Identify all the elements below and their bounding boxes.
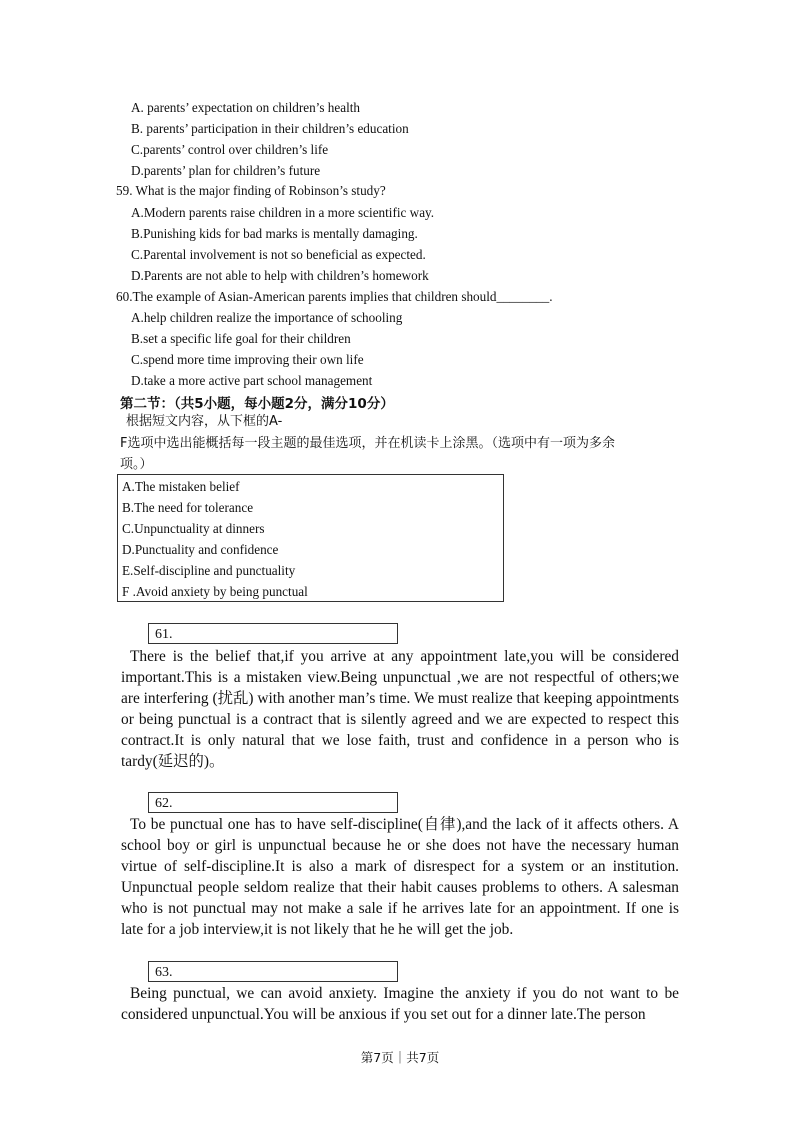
answer-box-63[interactable]: 63. xyxy=(148,961,398,982)
choices-box xyxy=(117,474,504,602)
q58-option-c: C.parents’ control over children’s life xyxy=(131,142,329,157)
paragraph-61: There is the belief that,if you arrive at any appointment late,you will be considered important.This is a mistaken view.Being unpunctual ,we are not respectful of others;we are interfering (扰乱) with another man’s time. We must realize that keeping appointments or being punctual is a contract that is silently agreed and we are expected to respect this contract.It is only natural that we lose faith, trust and confidence in a person who is tardy(延迟的)。 xyxy=(121,648,679,770)
q60-option-c: C.spend more time improving their own life xyxy=(131,352,364,367)
choice-e: E.Self-discipline and punctuality xyxy=(122,563,296,578)
q58-option-d: D.parents’ plan for children’s future xyxy=(131,163,321,178)
section-title: 第二节：（共5小题，每小题2分，满分10分） xyxy=(120,396,394,412)
choice-b: B.The need for tolerance xyxy=(122,500,254,515)
q59-option-a: A.Modern parents raise children in a more scientific way. xyxy=(131,205,435,220)
page-footer: 第7页｜共7页 xyxy=(360,1050,440,1065)
instruction-line-2: F选项中选出能概括每一段主题的最佳选项，并在机读卡上涂黑。（选项中有一项为多余 xyxy=(120,436,615,451)
choice-f: F .Avoid anxiety by being punctual xyxy=(122,584,308,599)
paragraph-63: Being punctual, we can avoid anxiety. Imagine the anxiety if you do not want to be considered unpunctual.You will be anxious if you set out for a dinner late.The person xyxy=(121,985,679,1023)
choice-c: C.Unpunctuality at dinners xyxy=(122,521,265,536)
q58-option-b: B. parents’ participation in their children’s education xyxy=(131,121,409,136)
q59-option-b: B.Punishing kids for bad marks is mentally damaging. xyxy=(131,226,418,241)
choice-d: D.Punctuality and confidence xyxy=(122,542,279,557)
instruction-line-1: 根据短文内容，从下框的A- xyxy=(126,414,283,429)
q60-question: 60.The example of Asian-American parents implies that children should________. xyxy=(116,289,553,304)
paragraph-62: To be punctual one has to have self-discipline(自律),and the lack of it affects others. A school boy or girl is unpunctual because he or she does not have the necessary human virtue of self-discipline.It is also a mark of disrespect for a system or an institution. Unpunctual people seldom realize that their habit causes problems to others. A salesman who is not punctual may not make a sale if he arrives late for an appointment. If one is late for a job interview,it is not likely that he he will get the job. xyxy=(121,816,679,938)
instruction-line-3: 项。） xyxy=(120,457,153,472)
q59-option-c: C.Parental involvement is not so beneficial as expected. xyxy=(131,247,426,262)
q60-option-a: A.help children realize the importance of schooling xyxy=(131,310,403,325)
q60-option-b: B.set a specific life goal for their children xyxy=(131,331,351,346)
answer-box-61[interactable]: 61. xyxy=(148,623,398,644)
q59-question: 59. What is the major finding of Robinson’s study? xyxy=(116,183,386,198)
answer-box-62[interactable]: 62. xyxy=(148,792,398,813)
q58-option-a: A. parents’ expectation on children’s health xyxy=(131,100,360,115)
choice-a: A.The mistaken belief xyxy=(122,479,240,494)
q59-option-d: D.Parents are not able to help with children’s homework xyxy=(131,268,429,283)
q60-option-d: D.take a more active part school management xyxy=(131,373,373,388)
